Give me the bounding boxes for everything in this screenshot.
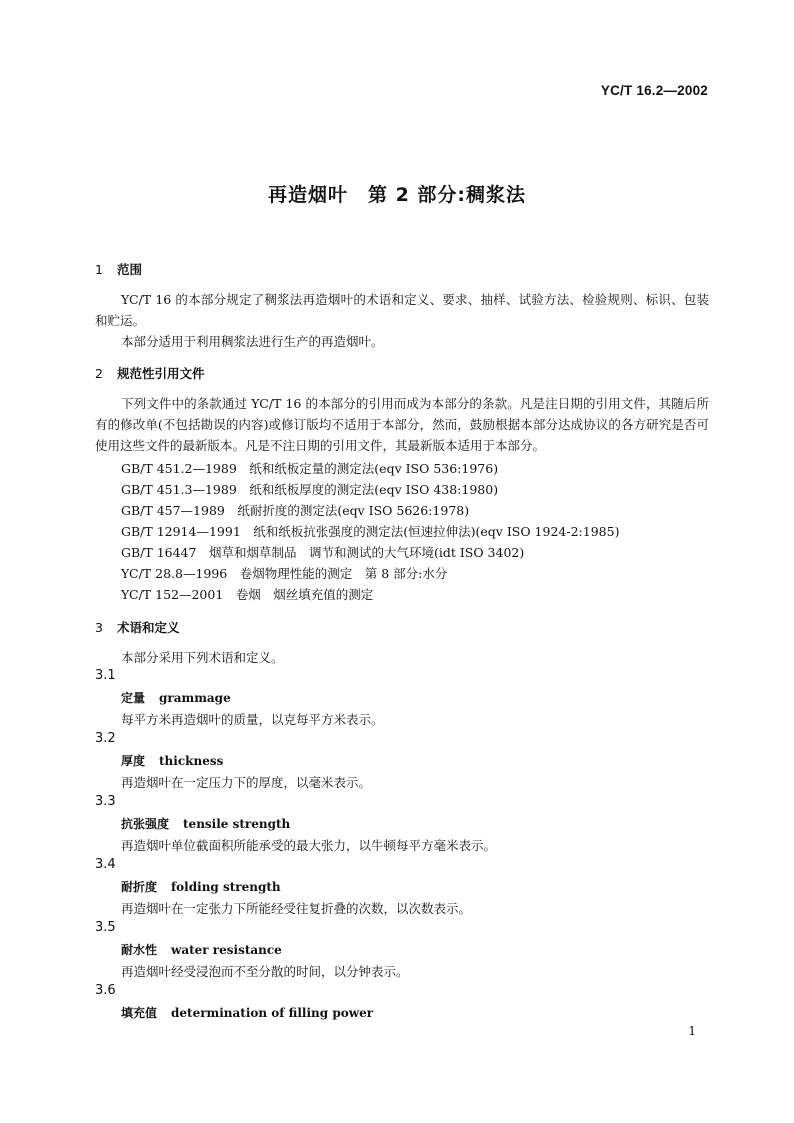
term-number: 3.5 xyxy=(95,920,116,935)
term-definition: 再造烟叶在一定张力下所能经受往复折叠的次数，以次数表示。 xyxy=(121,901,472,916)
term-heading: 抗张强度 tensile strength xyxy=(121,817,291,831)
section-1-paragraph-1: YC/T 16 的本部分规定了稠浆法再造烟叶的术语和定义、要求、抽样、试验方法、检验规则、标识、包装和贮运。 xyxy=(95,292,709,328)
term-number: 3.2 xyxy=(95,731,116,746)
section-2-paragraph-1: 下列文件中的条款通过 YC/T 16 的本部分的引用而成为本部分的条款。凡是注日期的引用文件，其随后所有的修改单(不包括勘误的内容)或修订版均不适用于本部分，然而，鼓励根据本部分达成协议的各方研究是否可使用这些文件的最新版本。凡是不注日期的引用文件，其最新版本适用于本部分。 xyxy=(95,396,709,453)
section-1-paragraph-2: 本部分适用于利用稠浆法进行生产的再造烟叶。 xyxy=(121,334,384,349)
section-3-intro: 本部分采用下列术语和定义。 xyxy=(121,650,284,665)
reference-item: YC/T 152—2001 卷烟 烟丝填充值的测定 xyxy=(121,587,374,602)
reference-item: GB/T 16447 烟草和烟草制品 调节和测试的大气环境(idt ISO 3402) xyxy=(121,545,525,560)
term-number: 3.4 xyxy=(95,857,116,872)
document-title xyxy=(0,180,794,207)
term-heading: 厚度 thickness xyxy=(121,754,224,768)
term-number: 3.3 xyxy=(95,794,116,809)
page-number: 1 xyxy=(688,1024,696,1038)
term-definition: 再造烟叶在一定压力下的厚度，以毫米表示。 xyxy=(121,775,372,790)
reference-item: GB/T 451.3—1989 纸和纸板厚度的测定法(eqv ISO 438:1980) xyxy=(121,482,499,497)
term-heading: 定量 grammage xyxy=(121,691,231,705)
title-main: 再造烟叶 xyxy=(267,184,348,206)
term-definition: 再造烟叶单位截面积所能承受的最大张力，以牛顿每平方毫米表示。 xyxy=(121,838,497,853)
reference-item: GB/T 451.2—1989 纸和纸板定量的测定法(eqv ISO 536:1976) xyxy=(121,461,499,476)
term-definition: 每平方米再造烟叶的质量，以克每平方米表示。 xyxy=(121,712,384,727)
standard-code: YC/T 16.2—2002 xyxy=(600,83,708,98)
title-sub: 第 2 部分:稠浆法 xyxy=(367,184,527,206)
term-heading: 耐水性 water resistance xyxy=(121,943,282,957)
reference-item: YC/T 28.8—1996 卷烟物理性能的测定 第 8 部分:水分 xyxy=(121,566,448,581)
section-1-heading: 1 范围 xyxy=(95,262,143,277)
term-heading: 耐折度 folding strength xyxy=(121,880,281,894)
term-number: 3.1 xyxy=(95,668,116,683)
section-3-heading: 3 术语和定义 xyxy=(95,620,180,635)
term-heading: 填充值 determination of filling power xyxy=(121,1006,374,1020)
term-definition: 再造烟叶经受浸泡而不至分散的时间，以分钟表示。 xyxy=(121,964,409,979)
term-number: 3.6 xyxy=(95,983,116,998)
reference-item: GB/T 457—1989 纸耐折度的测定法(eqv ISO 5626:1978) xyxy=(121,503,470,518)
section-2-heading: 2 规范性引用文件 xyxy=(95,366,205,381)
reference-item: GB/T 12914—1991 纸和纸板抗张强度的测定法(恒速拉伸法)(eqv ISO 1924-2:1985) xyxy=(121,524,620,539)
